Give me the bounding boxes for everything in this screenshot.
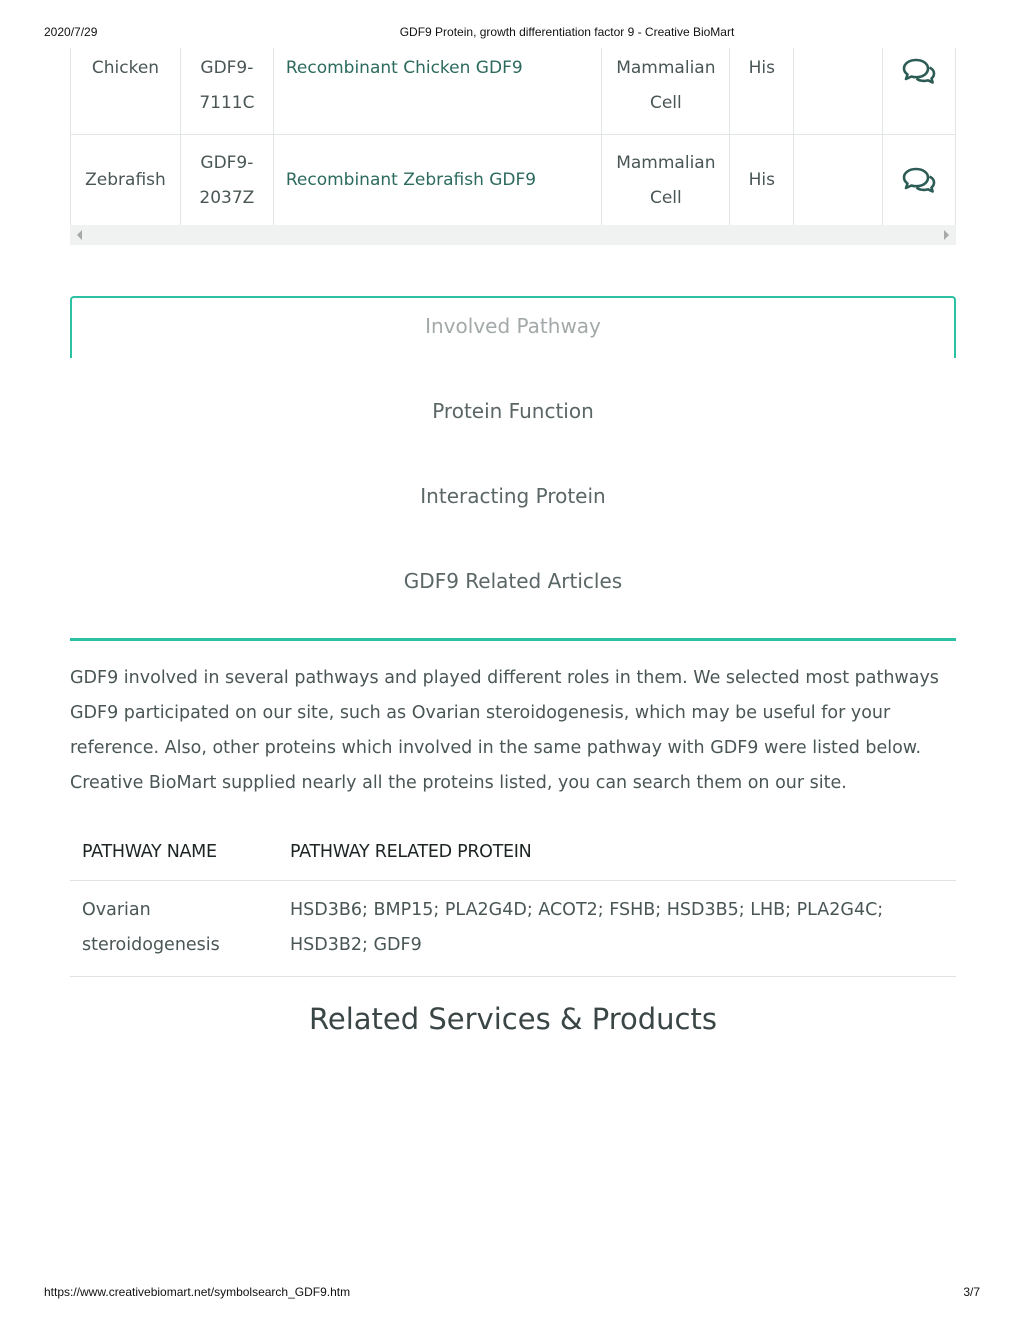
table-row [70,881,956,977]
print-url: https://www.creativebiomart.net/symbolsearch_GDF9.htm [44,1285,351,1299]
catalog-cell: GDF9- 7111C [180,48,273,135]
print-title: GDF9 Protein, growth differentiation factor 9 - Creative BioMart [399,25,735,39]
pathway-table [70,823,956,977]
empty-cell [794,135,883,227]
tab-protein-function[interactable]: Protein Function [432,399,594,423]
table-row [71,135,956,227]
print-page-number: 3/7 [963,1285,980,1299]
tab-divider [70,638,956,641]
tag-cell: His [730,135,794,227]
horizontal-scrollbar[interactable] [70,225,956,245]
pathway-intro-text: GDF9 involved in several pathways and played different roles in them. We selected most pathways GDF9 participated on our site, such as Ovarian steroidogenesis, which may be useful for your reference. Also, other proteins which involved in the same pathway with GDF9 were listed below. Creative BioMart supplied nearly all the proteins listed, you can search them on our site. [70,668,939,793]
column-header: PATHWAY NAME [70,823,278,881]
tab-related-articles[interactable]: GDF9 Related Articles [403,569,623,593]
species-cell: Zebrafish [71,135,181,227]
inquiry-cell [883,135,956,227]
inquiry-cell [883,48,956,135]
tab-interacting-protein[interactable]: Interacting Protein [420,484,606,508]
species-cell: Chicken [71,48,181,135]
product-link[interactable]: Recombinant Zebrafish GDF9 [285,170,537,190]
product-name-cell [273,135,602,227]
product-table [70,48,956,227]
table-row [71,48,956,135]
catalog-cell: GDF9- 2037Z [180,135,273,227]
print-footer [0,1285,1024,1301]
tag-cell: His [730,48,794,135]
tab-involved-pathway-label[interactable]: Involved Pathway [425,314,601,338]
scroll-left-arrow-icon[interactable] [77,230,82,240]
table-header-row [70,823,956,881]
related-section-title: Related Services & Products [309,1002,717,1036]
product-link[interactable]: Recombinant Chicken GDF9 [285,58,523,78]
product-name-cell [273,48,602,135]
source-cell: Mammalian Cell [602,135,730,227]
chat-bubbles-icon[interactable] [902,57,936,85]
pathway-name-cell: Ovarian steroidogenesis [70,881,278,977]
print-date: 2020/7/29 [44,25,98,39]
source-cell: Mammalian Cell [602,48,730,135]
print-header [0,25,1024,41]
chat-bubbles-icon[interactable] [902,166,936,194]
pathway-proteins-cell: HSD3B6; BMP15; PLA2G4D; ACOT2; FSHB; HSD3B5; LHB; PLA2G4C; HSD3B2; GDF9 [278,881,956,977]
scroll-right-arrow-icon[interactable] [944,230,949,240]
empty-cell [794,48,883,135]
column-header: PATHWAY RELATED PROTEIN [278,823,956,881]
